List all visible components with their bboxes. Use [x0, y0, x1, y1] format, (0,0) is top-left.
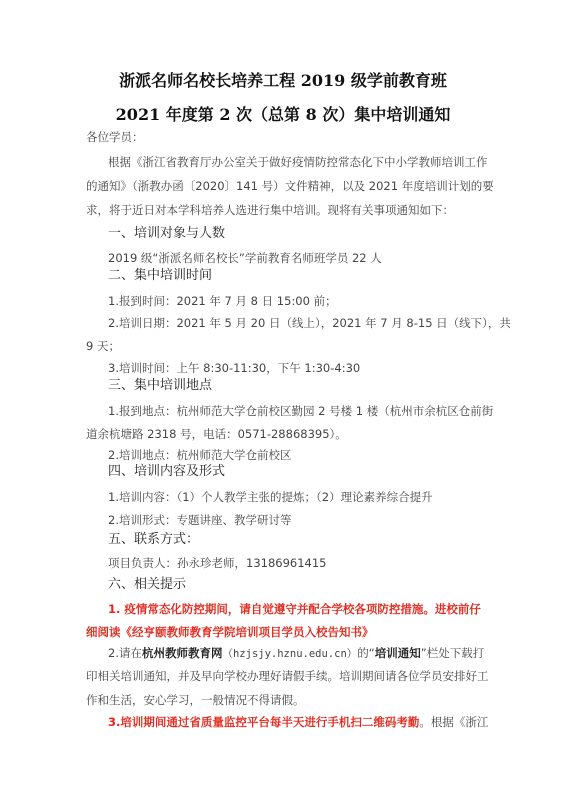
tip-1-line-1: 1. 疫情常态化防控期间，请自觉遵守并配合学校各项防控措施。进校前仔: [108, 602, 481, 616]
section-2-heading: 二、集中培训时间: [108, 268, 213, 283]
section-3-item-2: 2.培训地点：杭州师范大学仓前校区: [108, 448, 292, 462]
section-4-heading: 四、培训内容及形式: [108, 464, 226, 479]
section-2-item-1: 1.报到时间：2021 年 7 月 8 日 15:00 前；: [108, 294, 337, 308]
site-url[interactable]: （hzjsjy.hznu.edu.cn）: [222, 648, 358, 660]
intro-line-2: 的通知》（浙教办函〔2020〕141 号）文件精神，以及 2021 年度培训计划的要: [86, 179, 494, 193]
section-4-item-2: 2.培训形式：专题讲座、教学研讨等: [108, 513, 292, 527]
intro-line-1: 根据《浙江省教育厅办公室关于做好疫情防控常态化下中小学教师培训工作: [108, 155, 488, 169]
training-notice-column: 培训通知: [374, 646, 421, 660]
section-2-item-2: 2.培训日期：2021 年 5 月 20 日（线上），2021 年 7 月 8-15 日（线下），共: [108, 316, 511, 330]
section-3-item-1-cont: 道余杭塘路 2318 号，电话：0571-28868395）。: [86, 427, 347, 441]
section-5-contact: 项目负责人：孙永珍老师，13186961415: [108, 556, 327, 570]
tip-2-mid: 的“: [357, 646, 375, 660]
greeting: 各位学员：: [86, 130, 144, 144]
tip-2-prefix: 2.请在: [108, 646, 142, 660]
section-6-heading: 六、相关提示: [108, 577, 187, 592]
tip-3-line-1: [108, 715, 488, 729]
section-2-item-3: 3.培训时间：上午 8:30-11:30，下午 1:30-4:30: [108, 361, 361, 375]
tip-3-rest: 。根据《浙江: [419, 715, 489, 729]
tip-2-line-3: 作和生活，安心学习，一般情况不得请假。: [86, 693, 305, 707]
tip-2-line-1: [108, 646, 484, 661]
section-3-item-1: 1.报到地点：杭州师范大学仓前校区勤园 2 号楼 1 楼（杭州市余杭区仓前街: [108, 404, 494, 418]
section-2-item-2-cont: 9 天；: [86, 339, 120, 353]
tip-2-post: ”栏处下载打: [420, 646, 485, 660]
title-line-2: 2021 年度第 2 次（总第 8 次）集中培训通知: [115, 105, 451, 124]
section-1-heading: 一、培训对象与人数: [108, 226, 226, 241]
section-1-text: 2019 级“浙派名师名校长”学前教育名师班学员 22 人: [108, 251, 382, 265]
tip-1-line-2: 细阅读《经亨颐教师教育学院培训项目学员入校告知书》: [86, 625, 374, 639]
tip-3-highlight: 3.培训期间通过省质量监控平台每半天进行手机扫二维码考勤: [108, 715, 420, 729]
section-5-heading: 五、联系方式：: [108, 532, 200, 547]
tip-2-line-2: 印相关培训通知，并及早向学校办理好请假手续。培训期间请各位学员安排好工: [86, 669, 489, 683]
section-3-heading: 三、集中培训地点: [108, 378, 213, 393]
teacher-education-site-link[interactable]: 杭州教师教育网: [141, 646, 223, 660]
title-line-1: 浙派名师名校长培养工程 2019 级学前教育班: [119, 71, 447, 90]
intro-line-3: 求，将于近日对本学科培养人选进行集中培训。现将有关事项通知如下：: [86, 203, 454, 217]
section-4-item-1: 1.培训内容：（1）个人教学主张的提炼；（2）理论素养综合提升: [108, 490, 433, 504]
